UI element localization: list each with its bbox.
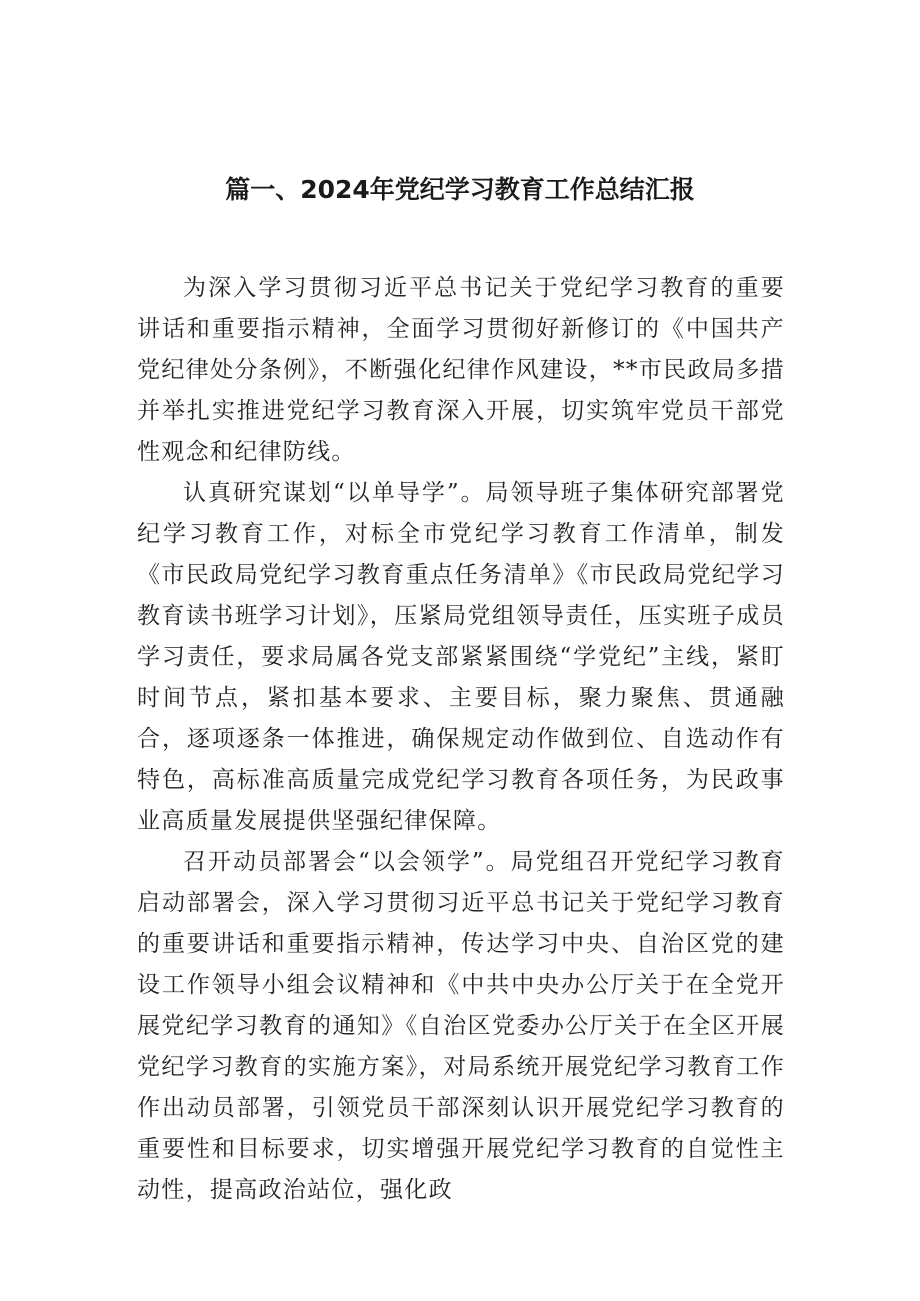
paragraph-planning: 认真研究谋划“以单导学”。局领导班子集体研究部署党纪学习教育工作，对标全市党纪学习教育工作清单，制发《市民政局党纪学习教育重点任务清单》《市民政局党纪学习教育读书班学习计划》，压紧局党组领导责任，压实班子成员学习责任，要求局属各党支部紧紧围绕“学党纪”主线，紧盯时间节点，紧扣基本要求、主要目标，聚力聚焦、贯通融合，逐项逐条一体推进，确保规定动作做到位、自选动作有特色，高标准高质量完成党纪学习教育各项任务，为民政事业高质量发展提供坚强纪律保障。 <box>137 480 785 834</box>
paragraph-intro: 为深入学习贯彻习近平总书记关于党纪学习教育的重要讲话和重要指示精神，全面学习贯彻好新修订的《中国共产党纪律处分条例》，不断强化纪律作风建设，**市民政局多措并举扎实推进党纪学习教育深入开展，切实筑牢党员干部党性观念和纪律防线。 <box>137 275 785 465</box>
document-title: 篇一、2024年党纪学习教育工作总结汇报 <box>225 175 695 204</box>
paragraph-mobilization: 召开动员部署会“以会领学”。局党组召开党纪学习教育启动部署会，深入学习贯彻习近平总书记关于党纪学习教育的重要讲话和重要指示精神，传达学习中央、自治区党的建设工作领导小组会议精神和《中共中央办公厅关于在全党开展党纪学习教育的通知》《自治区党委办公厅关于在全区开展党纪学习教育的实施方案》，对局系统开展党纪学习教育工作作出动员部署，引领党员干部深刻认识开展党纪学习教育的重要性和目标要求，切实增强开展党纪学习教育的自觉性主动性，提高政治站位，强化政 <box>137 849 785 1203</box>
document-body <box>137 268 785 1211</box>
